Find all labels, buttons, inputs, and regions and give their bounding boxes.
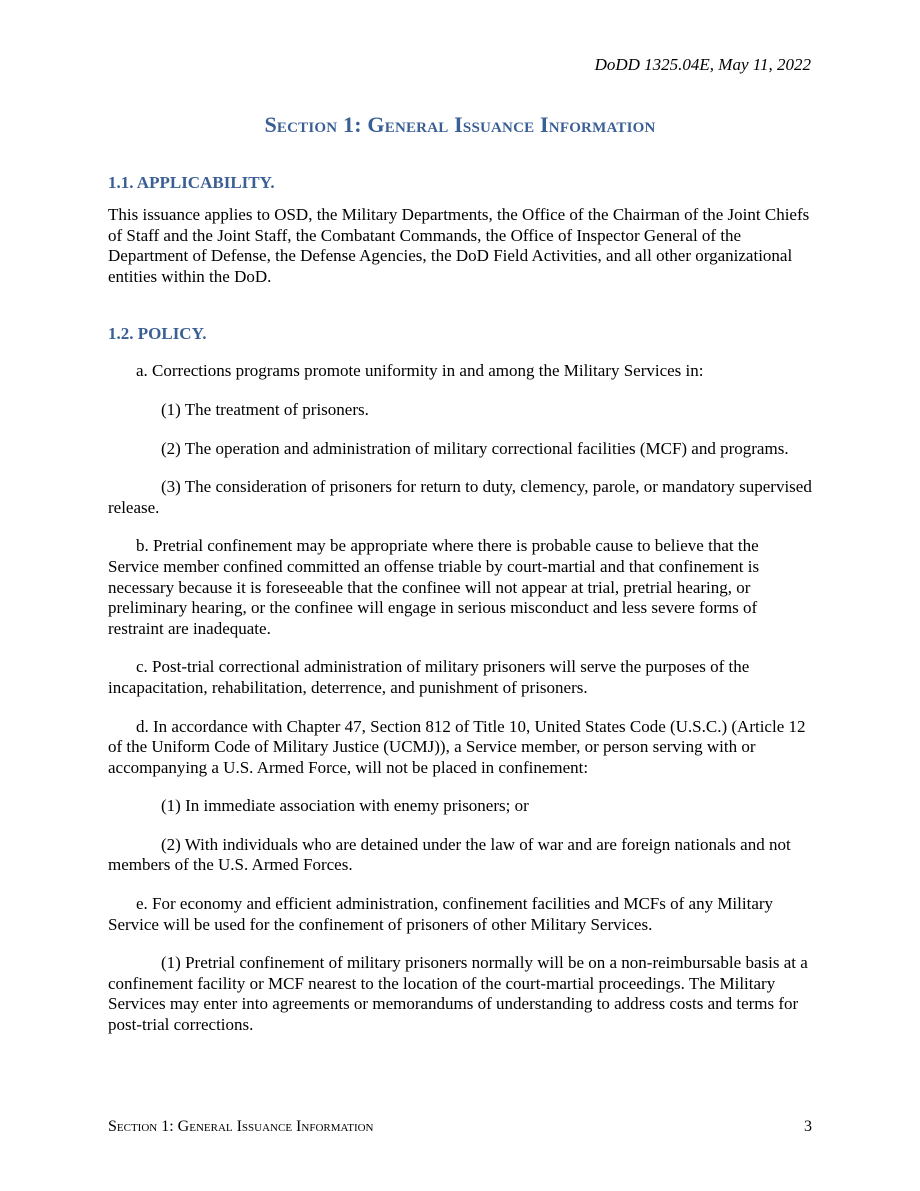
policy-paragraph-d2: (2) With individuals who are detained under the law of war and are foreign nationals and not members of the U.S. Armed Forces. [108,834,791,875]
policy-heading: 1.2. POLICY. [108,324,207,344]
policy-paragraph-d1: (1) In immediate association with enemy prisoners; or [161,796,529,816]
policy-paragraph-a1: (1) The treatment of prisoners. [161,399,369,419]
policy-paragraph-c: c. Post-trial correctional administration of military prisoners will serve the purposes of the incapacitation, rehabilitation, deterrence, and punishment of prisoners. [108,657,750,697]
policy-paragraph-a: a. Corrections programs promote uniformity in and among the Military Services in: [136,361,704,381]
policy-paragraph-b: b. Pretrial confinement may be appropriate where there is probable cause to believe that the Service member confined committed an offense triable by court-martial and that confinement is necessary because it is foreseeable that the confinee will not appear at trial, pretrial hearing, or preliminary hearing, or the confinee will engage in serious misconduct and less severe forms of restraint are inadequate. [108,536,760,638]
policy-paragraph-a2: (2) The operation and administration of military correctional facilities (MCF) and programs. [161,438,789,458]
page-number: 3 [804,1118,812,1135]
applicability-paragraph: This issuance applies to OSD, the Military Departments, the Office of the Chairman of the Joint Chiefs of Staff and the Joint Staff, the Combatant Commands, the Office of Inspector General of the Department of Defense, the Defense Agencies, the DoD Field Activities, and all other organizational entities within the DoD. [108,205,810,286]
footer-section-label: Section 1: General Issuance Information [108,1118,374,1135]
applicability-heading: 1.1. APPLICABILITY. [108,173,275,192]
section-title: Section 1: General Issuance Information [264,112,656,137]
running-footer [108,1118,812,1136]
policy-paragraph-e1: (1) Pretrial confinement of military prisoners normally will be on a non-reimbursable basis at a confinement facility or MCF nearest to the location of the court-martial proceedings. The Military Services may enter into agreements or memorandums of understanding to address costs and terms for post-trial corrections. [108,953,808,1035]
policy-paragraph-d: d. In accordance with Chapter 47, Section 812 of Title 10, United States Code (U.S.C.) (Article 12 of the Uniform Code of Military Justice (UCMJ)), a Service member, or person serving with or accompanying a U.S. Armed Force, will not be placed in confinement: [108,716,806,777]
policy-paragraph-a3: (3) The consideration of prisoners for return to duty, clemency, parole, or mandatory supervised release. [108,477,812,517]
document-body [108,172,812,1036]
running-header: DoDD 1325.04E, May 11, 2022 [594,55,811,74]
policy-paragraph-e: e. For economy and efficient administration, confinement facilities and MCFs of any Military Service will be used for the confinement of prisoners of other Military Services. [108,894,774,934]
